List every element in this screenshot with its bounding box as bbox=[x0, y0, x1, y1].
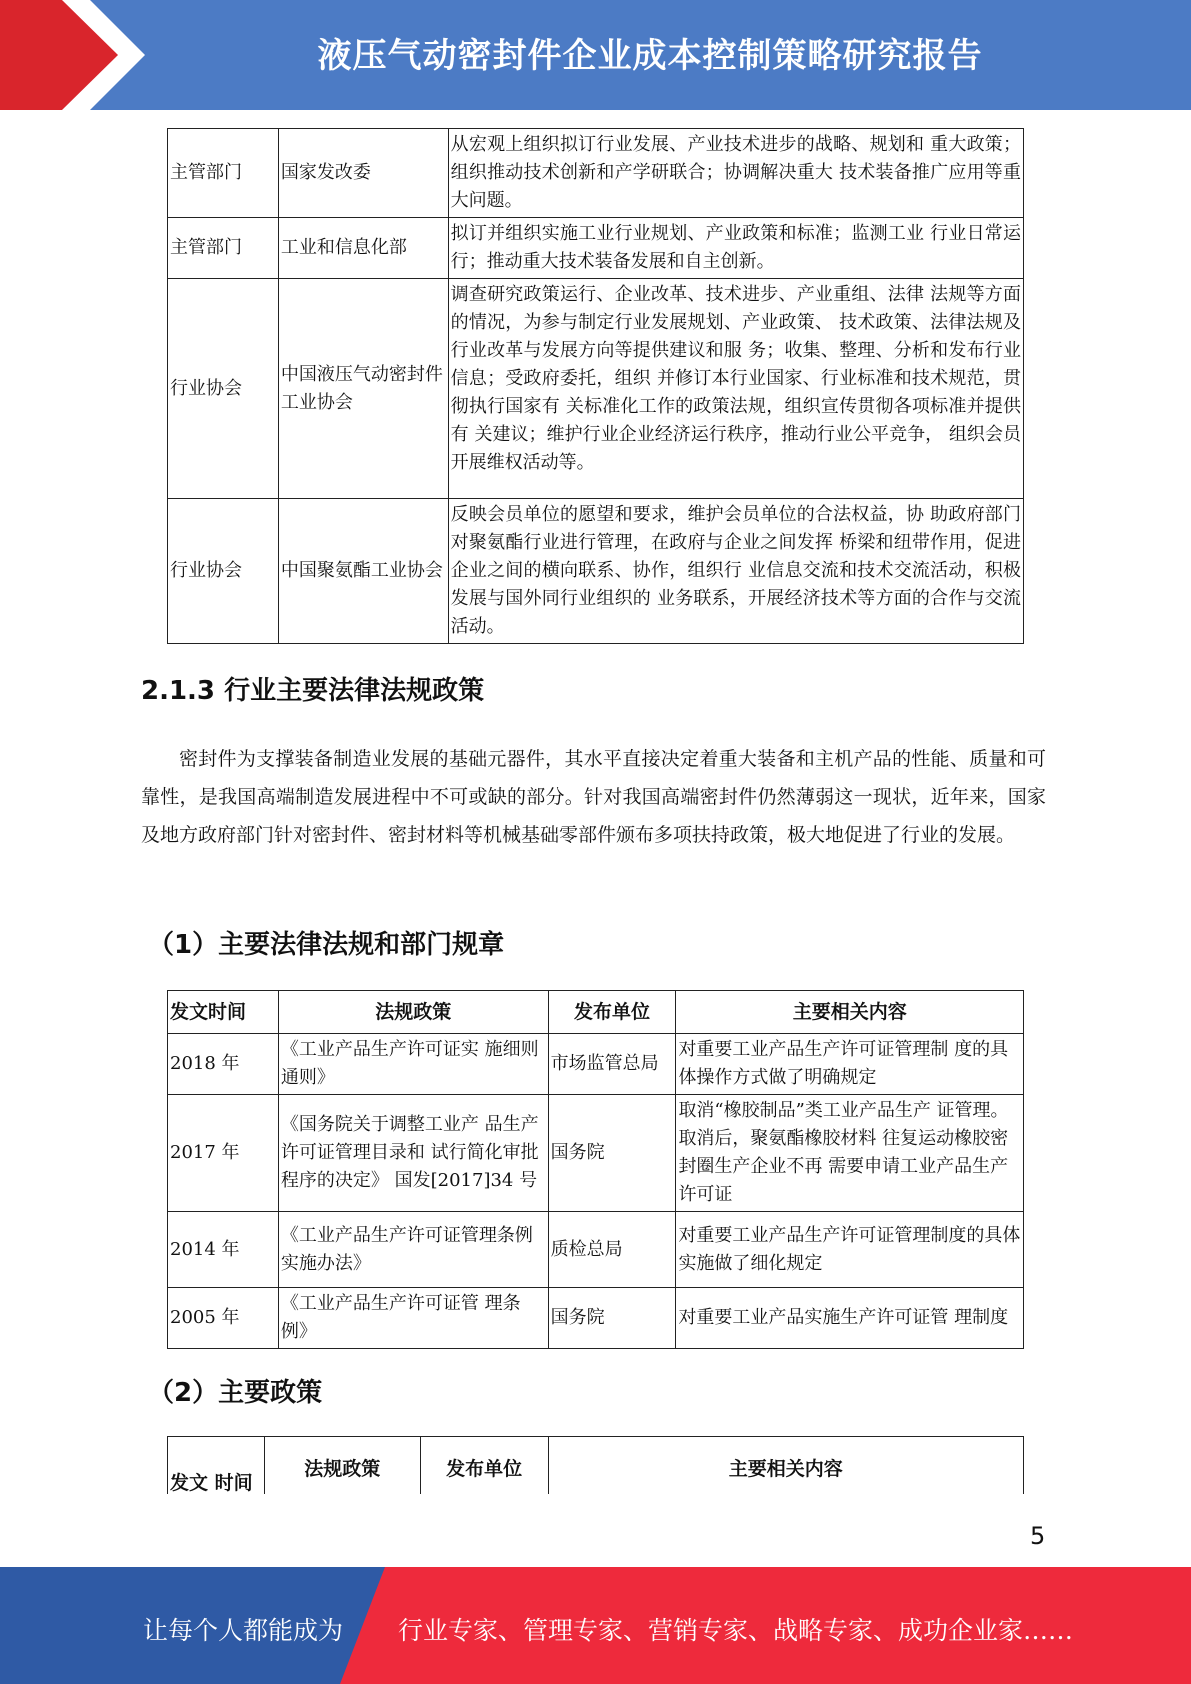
table-cell: 国家发改委 bbox=[278, 129, 448, 218]
table-cell: 对重要工业产品生产许可证管理制度的具体实施做了细化规定 bbox=[676, 1212, 1024, 1288]
column-header: 法规政策 bbox=[264, 1437, 420, 1495]
table-cell: 《工业产品生产许可证实 施细则通则》 bbox=[278, 1034, 548, 1095]
footer-slogan-right: 行业专家、管理专家、营销专家、战略专家、成功企业家…… bbox=[398, 1616, 1074, 1645]
table-cell: 反映会员单位的愿望和要求，维护会员单位的合法权益，协 助政府部门对聚氨酯行业进行管理，在政府与企业之间发挥 桥梁和纽带作用，促进企业之间的横向联系、协作，组织行 业信息交流和技术交流活动，积极发展与国外同行业组织的 业务联系，开展经济技术等方面的合作与交流活动。 bbox=[448, 499, 1023, 644]
subsection-heading-policies: （2）主要政策 bbox=[148, 1378, 323, 1408]
table-row bbox=[168, 499, 1024, 644]
column-header: 主要相关内容 bbox=[548, 1437, 1023, 1495]
table-cell: 国务院 bbox=[548, 1095, 676, 1212]
report-title: 液压气动密封件企业成本控制策略研究报告 bbox=[317, 36, 983, 76]
table-cell: 2005 年 bbox=[168, 1288, 279, 1349]
column-header: 发文时间 bbox=[168, 991, 279, 1034]
footer-banner bbox=[0, 1567, 1191, 1684]
table-row bbox=[168, 1095, 1024, 1212]
section-paragraph: 密封件为支撑装备制造业发展的基础元器件，其水平直接决定着重大装备和主机产品的性能、质量和可靠性，是我国高端制造发展进程中不可或缺的部分。针对我国高端密封件仍然薄弱这一现状，近年来，国家及地方政府部门针对密封件、密封材料等机械基础零部件颁布多项扶持政策，极大地促进了行业的发展。 bbox=[141, 748, 1046, 846]
table-cell: 2018 年 bbox=[168, 1034, 279, 1095]
table-cell: 行业协会 bbox=[168, 279, 279, 499]
table-row bbox=[168, 218, 1024, 279]
policies-table bbox=[167, 1436, 1024, 1494]
column-header: 发文 时间 bbox=[168, 1437, 265, 1495]
policies-table-clip bbox=[167, 1436, 1025, 1494]
table-row bbox=[168, 279, 1024, 499]
table-cell: 市场监管总局 bbox=[548, 1034, 676, 1095]
table-cell: 中国聚氨酯工业协会 bbox=[278, 499, 448, 644]
section-heading: 2.1.3 行业主要法律法规政策 bbox=[141, 676, 485, 706]
table-header-row bbox=[168, 991, 1024, 1034]
footer-slogan-left: 让每个人都能成为 bbox=[143, 1616, 344, 1645]
header-banner bbox=[0, 0, 1191, 110]
table-row bbox=[168, 1212, 1024, 1288]
table-cell: 工业和信息化部 bbox=[278, 218, 448, 279]
column-header: 发布单位 bbox=[420, 1437, 548, 1495]
laws-table bbox=[167, 990, 1024, 1349]
column-header: 法规政策 bbox=[278, 991, 548, 1034]
table-cell: 2014 年 bbox=[168, 1212, 279, 1288]
table-cell: 行业协会 bbox=[168, 499, 279, 644]
column-header: 主要相关内容 bbox=[676, 991, 1024, 1034]
table-cell: 主管部门 bbox=[168, 218, 279, 279]
table-cell: 《工业产品生产许可证管理条例实施办法》 bbox=[278, 1212, 548, 1288]
table-cell: 质检总局 bbox=[548, 1212, 676, 1288]
table-cell: 中国液压气动密封件工业协会 bbox=[278, 279, 448, 499]
subsection-heading-laws: （1）主要法律法规和部门规章 bbox=[148, 930, 505, 960]
table-cell: 2017 年 bbox=[168, 1095, 279, 1212]
table-cell: 国务院 bbox=[548, 1288, 676, 1349]
table-cell: 《国务院关于调整工业产 品生产许可证管理目录和 试行简化审批程序的决定》 国发[2017]34 号 bbox=[278, 1095, 548, 1212]
header-arrow-icon bbox=[0, 0, 160, 110]
regulator-table bbox=[167, 128, 1024, 644]
table-cell: 调查研究政策运行、企业改革、技术进步、产业重组、法律 法规等方面的情况，为参与制定行业发展规划、产业政策、 技术政策、法律法规及行业改革与发展方向等提供建议和服 务；收集、整理、分析和发布行业信息；受政府委托，组织 并修订本行业国家、行业标准和技术规范，贯彻执行国家有 关标准化工作的政策法规，组织宣传贯彻各项标准并提供有 关建议；维护行业企业经济运行秩序，推动行业公平竞争， 组织会员开展维权活动等。 bbox=[448, 279, 1023, 499]
table-cell: 对重要工业产品生产许可证管理制 度的具体操作方式做了明确规定 bbox=[676, 1034, 1024, 1095]
table-row bbox=[168, 1288, 1024, 1349]
table-cell: 拟订并组织实施工业行业规划、产业政策和标准；监测工业 行业日常运行；推动重大技术装备发展和自主创新。 bbox=[448, 218, 1023, 279]
table-row bbox=[168, 129, 1024, 218]
page-number: 5 bbox=[1030, 1522, 1046, 1550]
table-cell: 取消“橡胶制品”类工业产品生产 证管理。取消后，聚氨酯橡胶材料 往复运动橡胶密封圈生产企业不再 需要申请工业产品生产许可证 bbox=[676, 1095, 1024, 1212]
table-cell: 对重要工业产品实施生产许可证管 理制度 bbox=[676, 1288, 1024, 1349]
table-row bbox=[168, 1034, 1024, 1095]
table-cell: 从宏观上组织拟订行业发展、产业技术进步的战略、规划和 重大政策；组织推动技术创新和产学研联合；协调解决重大 技术装备推广应用等重大问题。 bbox=[448, 129, 1023, 218]
table-header-row bbox=[168, 1437, 1024, 1495]
table-cell: 主管部门 bbox=[168, 129, 279, 218]
table-cell: 《工业产品生产许可证管 理条例》 bbox=[278, 1288, 548, 1349]
column-header: 发布单位 bbox=[548, 991, 676, 1034]
